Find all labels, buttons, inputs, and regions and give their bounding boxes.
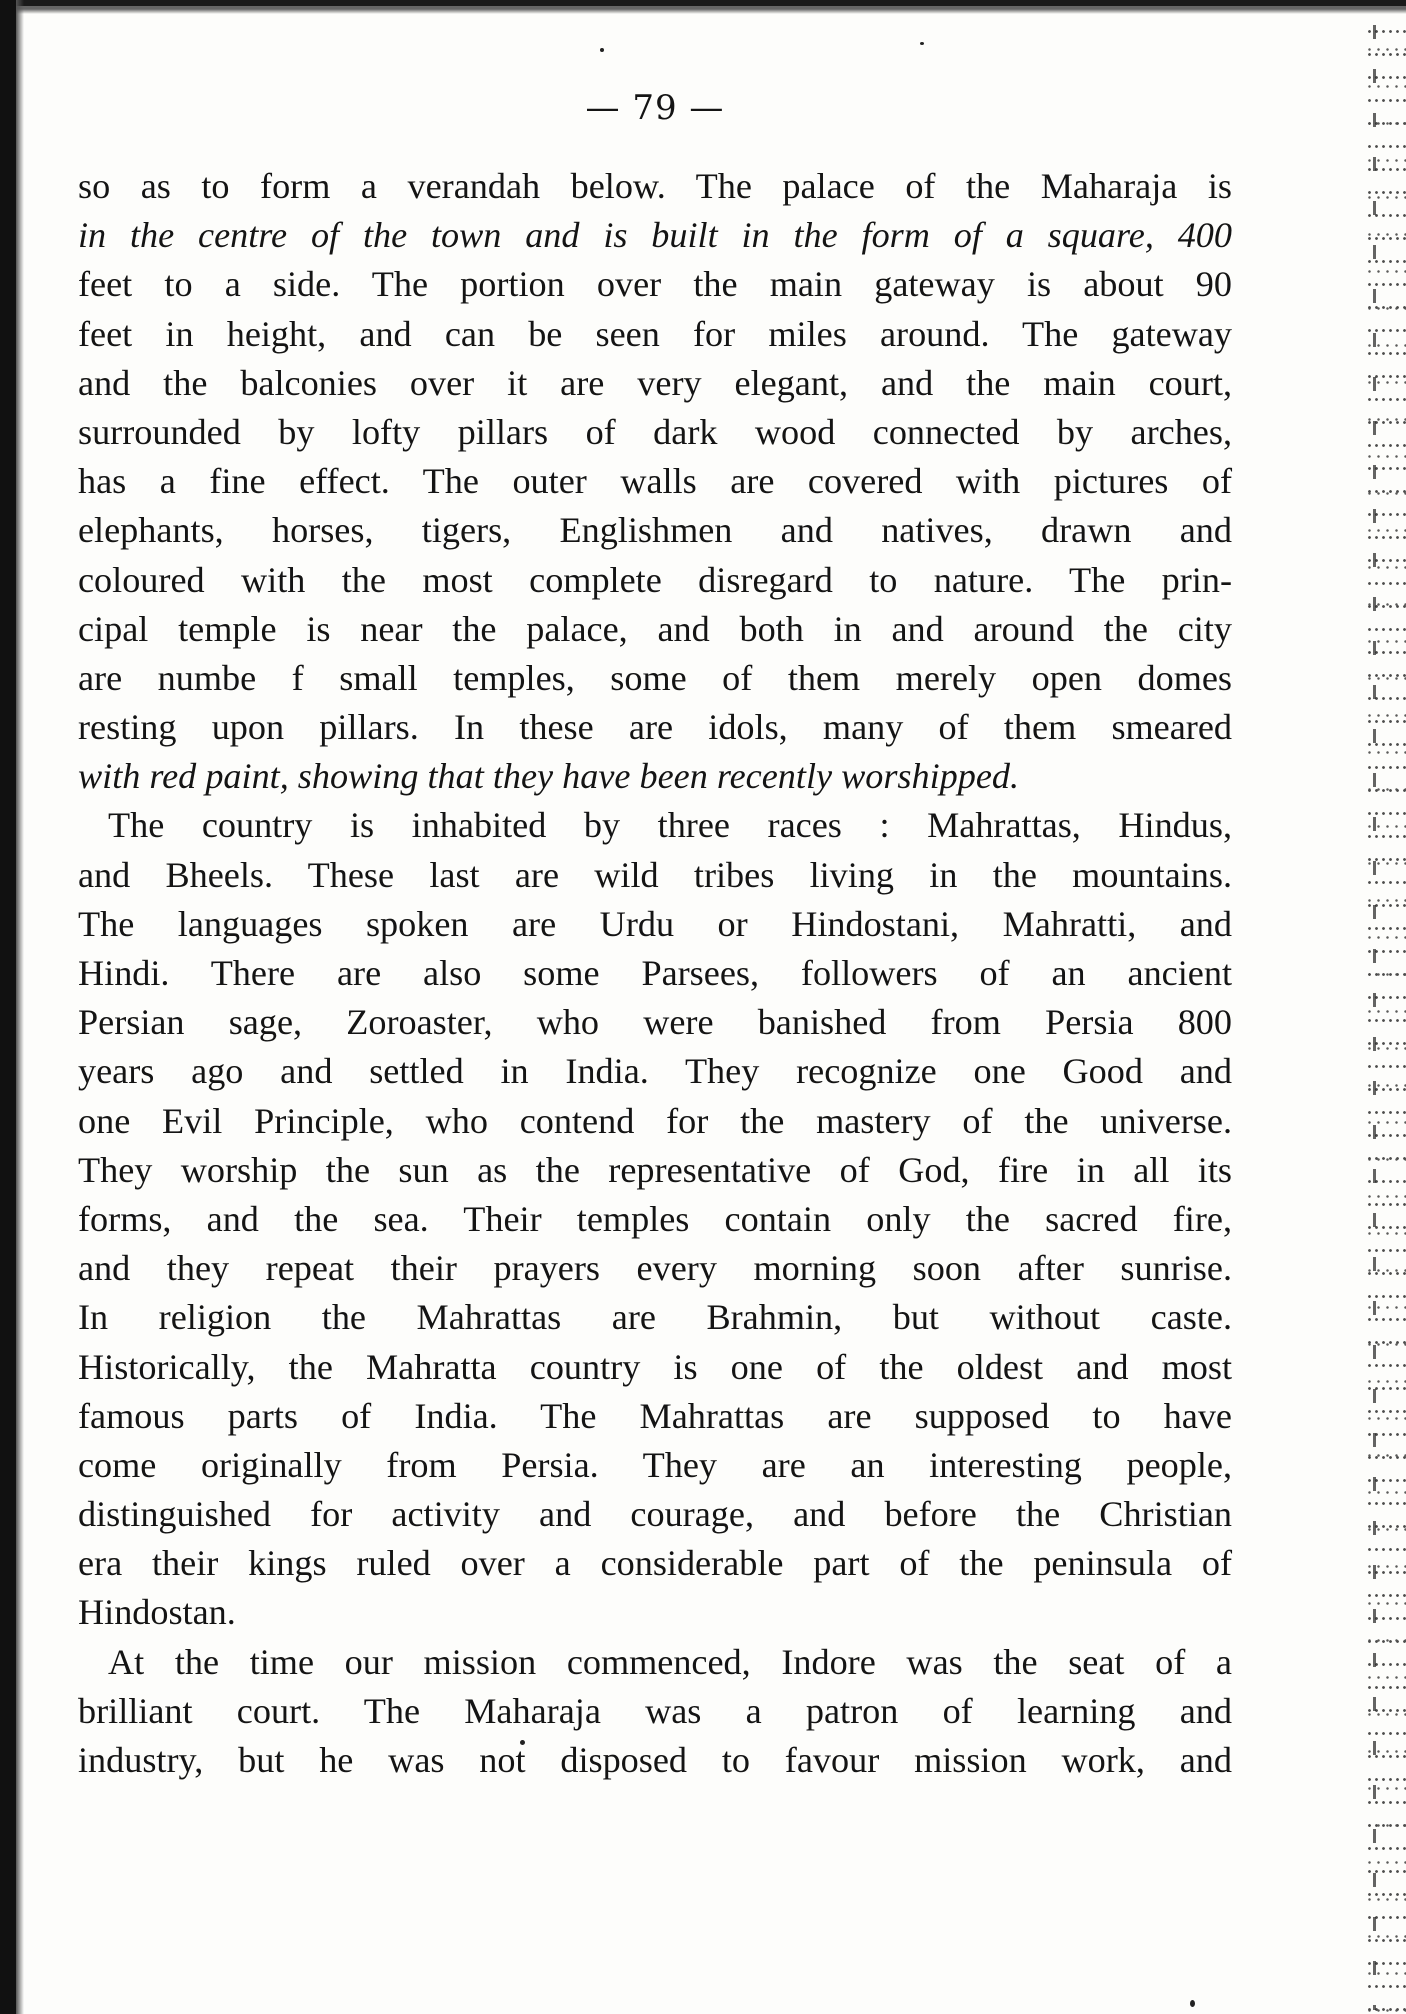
- text-line: and they repeat their prayers every morning soon after sunrise.: [78, 1248, 1232, 1289]
- text-line: come originally from Persia. They are an interesting people,: [78, 1444, 1232, 1485]
- text-line: and Bheels. These last are wild tribes living in the mountains.: [78, 854, 1232, 895]
- text-line: They worship the sun as the representative of God, fire in all its: [78, 1149, 1232, 1190]
- text-line: so as to form a verandah below. The palace of the Maharaja is: [78, 166, 1232, 206]
- text-line: cipal temple is near the palace, and both in and around the city: [78, 608, 1232, 649]
- text-line: Persian sage, Zoroaster, who were banished from Persia 800: [78, 1002, 1232, 1043]
- text-line: The languages spoken are Urdu or Hindostani, Mahratti, and: [78, 903, 1232, 944]
- text-line: elephants, horses, tigers, Englishmen and natives, drawn and: [78, 510, 1232, 551]
- binding-shadow: [16, 0, 24, 2014]
- text-line: The country is inhabited by three races : Mahrattas, Hindus,: [108, 805, 1232, 846]
- text-line: one Evil Principle, who contend for the mastery of the universe.: [78, 1100, 1232, 1141]
- text-line: famous parts of India. The Mahrattas are supposed to have: [78, 1395, 1232, 1436]
- paragraph: [78, 801, 1232, 1637]
- text-line: has a fine effect. The outer walls are covered with pictures of: [78, 461, 1232, 502]
- paragraph: [78, 1638, 1232, 1786]
- text-line: industry, but he was not disposed to favour mission work, and: [78, 1740, 1232, 1780]
- binding-edge: [0, 0, 16, 2014]
- text-line: resting upon pillars. In these are idols, many of them smeared: [78, 707, 1232, 748]
- top-scan-edge: [0, 0, 1406, 14]
- text-line: In religion the Mahrattas are Brahmin, but without caste.: [78, 1297, 1232, 1338]
- text-line: coloured with the most complete disregard to nature. The prin-: [78, 559, 1232, 600]
- scan-speck: [600, 48, 604, 52]
- page-number: — 79 —: [585, 88, 725, 128]
- text-line: feet in height, and can be seen for miles around. The gateway: [78, 313, 1232, 354]
- scan-speck: [1190, 2000, 1195, 2007]
- text-line: Hindi. There are also some Parsees, followers of an ancient: [78, 953, 1232, 993]
- text-line: forms, and the sea. Their temples contain only the sacred fire,: [78, 1198, 1232, 1239]
- text-line: with red paint, showing that they have been recently worshipped.: [78, 756, 1020, 797]
- text-line: and the balconies over it are very elegant, and the main court,: [78, 362, 1232, 403]
- body-text: [78, 162, 1232, 1785]
- right-edge-line: [1373, 25, 1376, 2010]
- text-line: At the time our mission commenced, Indore was the seat of a: [108, 1641, 1232, 1682]
- text-line: years ago and settled in India. They recognize one Good and: [78, 1051, 1232, 1092]
- scan-speck: [920, 42, 924, 45]
- text-line: are numbe f small temples, some of them merely open domes: [78, 657, 1232, 698]
- paragraph: [78, 162, 1232, 801]
- text-line: Hindostan.: [78, 1592, 236, 1633]
- text-line: brilliant court. The Maharaja was a patron of learning and: [78, 1690, 1232, 1731]
- text-line: distinguished for activity and courage, and before the Christian: [78, 1494, 1232, 1535]
- text-line: feet to a side. The portion over the main gateway is about 90: [78, 264, 1232, 305]
- text-line: Historically, the Mahratta country is one of the oldest and most: [78, 1346, 1232, 1387]
- text-line: era their kings ruled over a considerable part of the peninsula of: [78, 1543, 1232, 1584]
- text-line: in the centre of the town and is built in the form of a square, 400: [78, 215, 1232, 256]
- text-line: surrounded by lofty pillars of dark wood connected by arches,: [78, 411, 1232, 452]
- right-edge-specks: [1366, 20, 1406, 2014]
